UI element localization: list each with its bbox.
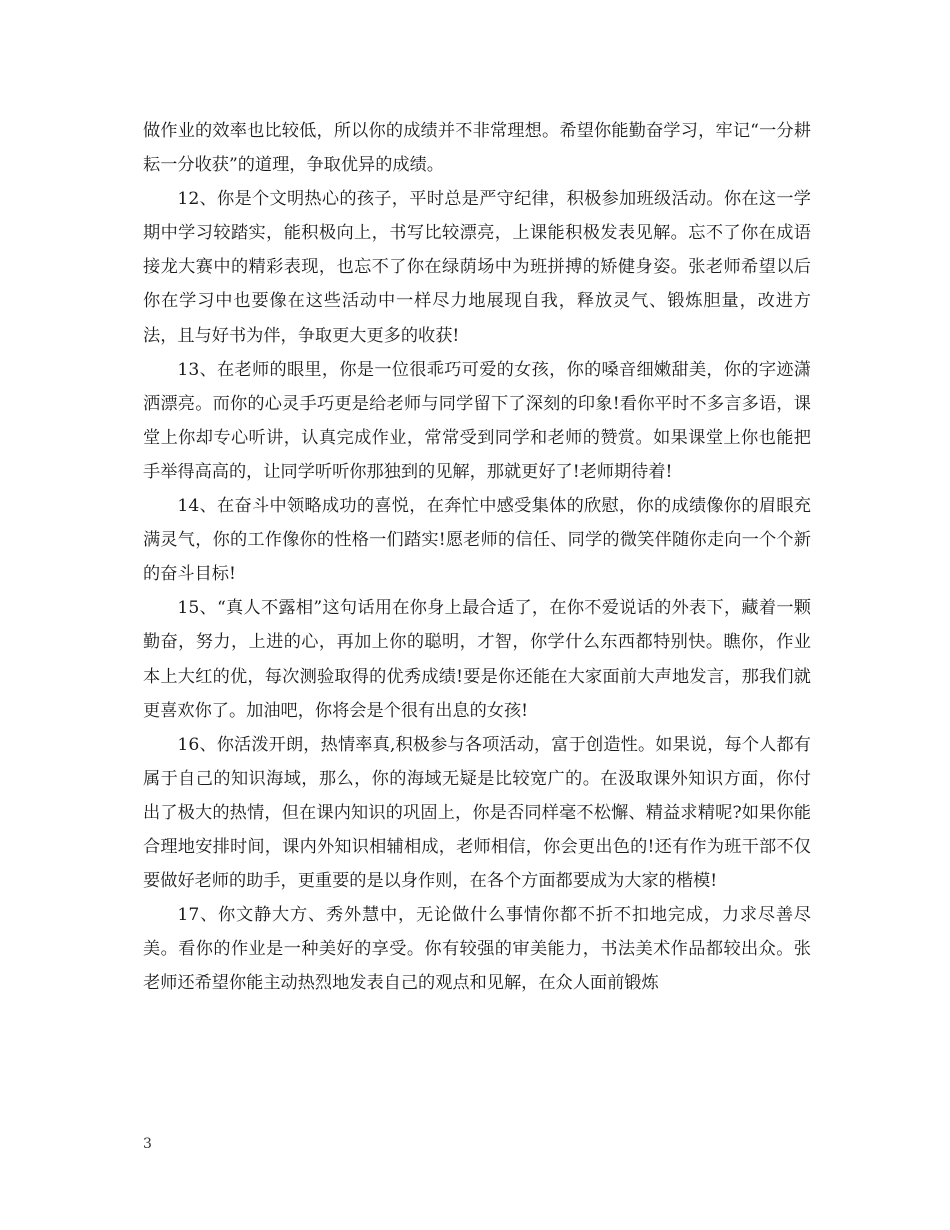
- paragraph-continued: 做作业的效率也比较低，所以你的成绩并不非常理想。希望你能勤奋学习，牢记“一分耕耘一分收获”的道理，争取优异的成绩。: [143, 121, 811, 176]
- paragraph-13: 13、在老师的眼里，你是一位很乖巧可爱的女孩，你的嗓音细嫩甜美，你的字迹潇洒漂亮。而你的心灵手巧更是给老师与同学留下了深刻的印象!看你平时不多言多语，课堂上你却专心听讲，认真完成作业，常常受到同学和老师的赞赏。如果课堂上你也能把手举得高高的，让同学听听你那独到的见解，那就更好了!老师期待着!: [143, 359, 811, 482]
- paragraph-15: 15、“真人不露相”这句话用在你身上最合适了，在你不爱说话的外表下，藏着一颗勤奋，努力，上进的心，再加上你的聪明，才智，你学什么东西都特别快。瞧你，作业本上大红的优，每次测验取得的优秀成绩!要是你还能在大家面前大声地发言，那我们就更喜欢你了。加油吧，你将会是个很有出息的女孩!: [143, 598, 811, 721]
- paragraph-12: 12、你是个文明热心的孩子，平时总是严守纪律，积极参加班级活动。你在这一学期中学习较踏实，能积极向上，书写比较漂亮，上课能积极发表见解。忘不了你在成语接龙大赛中的精彩表现，也忘不了你在绿荫场中为班拼搏的矫健身姿。张老师希望以后你在学习中也要像在这些活动中一样尽力地展现自我，释放灵气、锻炼胆量，改进方法，且与好书为伴，争取更大更多的收获!: [143, 189, 811, 346]
- document-body: [143, 114, 811, 1000]
- paragraph-14: 14、在奋斗中领略成功的喜悦，在奔忙中感受集体的欣慰，你的成绩像你的眉眼充满灵气，你的工作像你的性格一们踏实!愿老师的信任、同学的微笑伴随你走向一个个新的奋斗目标!: [143, 496, 811, 585]
- page-number: 3: [143, 1136, 152, 1152]
- paragraph-16: 16、你活泼开朗，热情率真,积极参与各项活动，富于创造性。如果说，每个人都有属于自己的知识海域，那么，你的海域无疑是比较宽广的。在汲取课外知识方面，你付出了极大的热情，但在课内知识的巩固上，你是否同样毫不松懈、精益求精呢?如果你能合理地安排时间，课内外知识相辅相成，老师相信，你会更出色的!还有作为班干部不仅要做好老师的助手，更重要的是以身作则，在各个方面都要成为大家的楷模!: [143, 734, 811, 892]
- paragraph-17: 17、你文静大方、秀外慧中，无论做什么事情你都不折不扣地完成，力求尽善尽美。看你的作业是一种美好的享受。你有较强的审美能力，书法美术作品都较出众。张老师还希望你能主动热烈地发表自己的观点和见解，在众人面前锻炼: [143, 905, 811, 994]
